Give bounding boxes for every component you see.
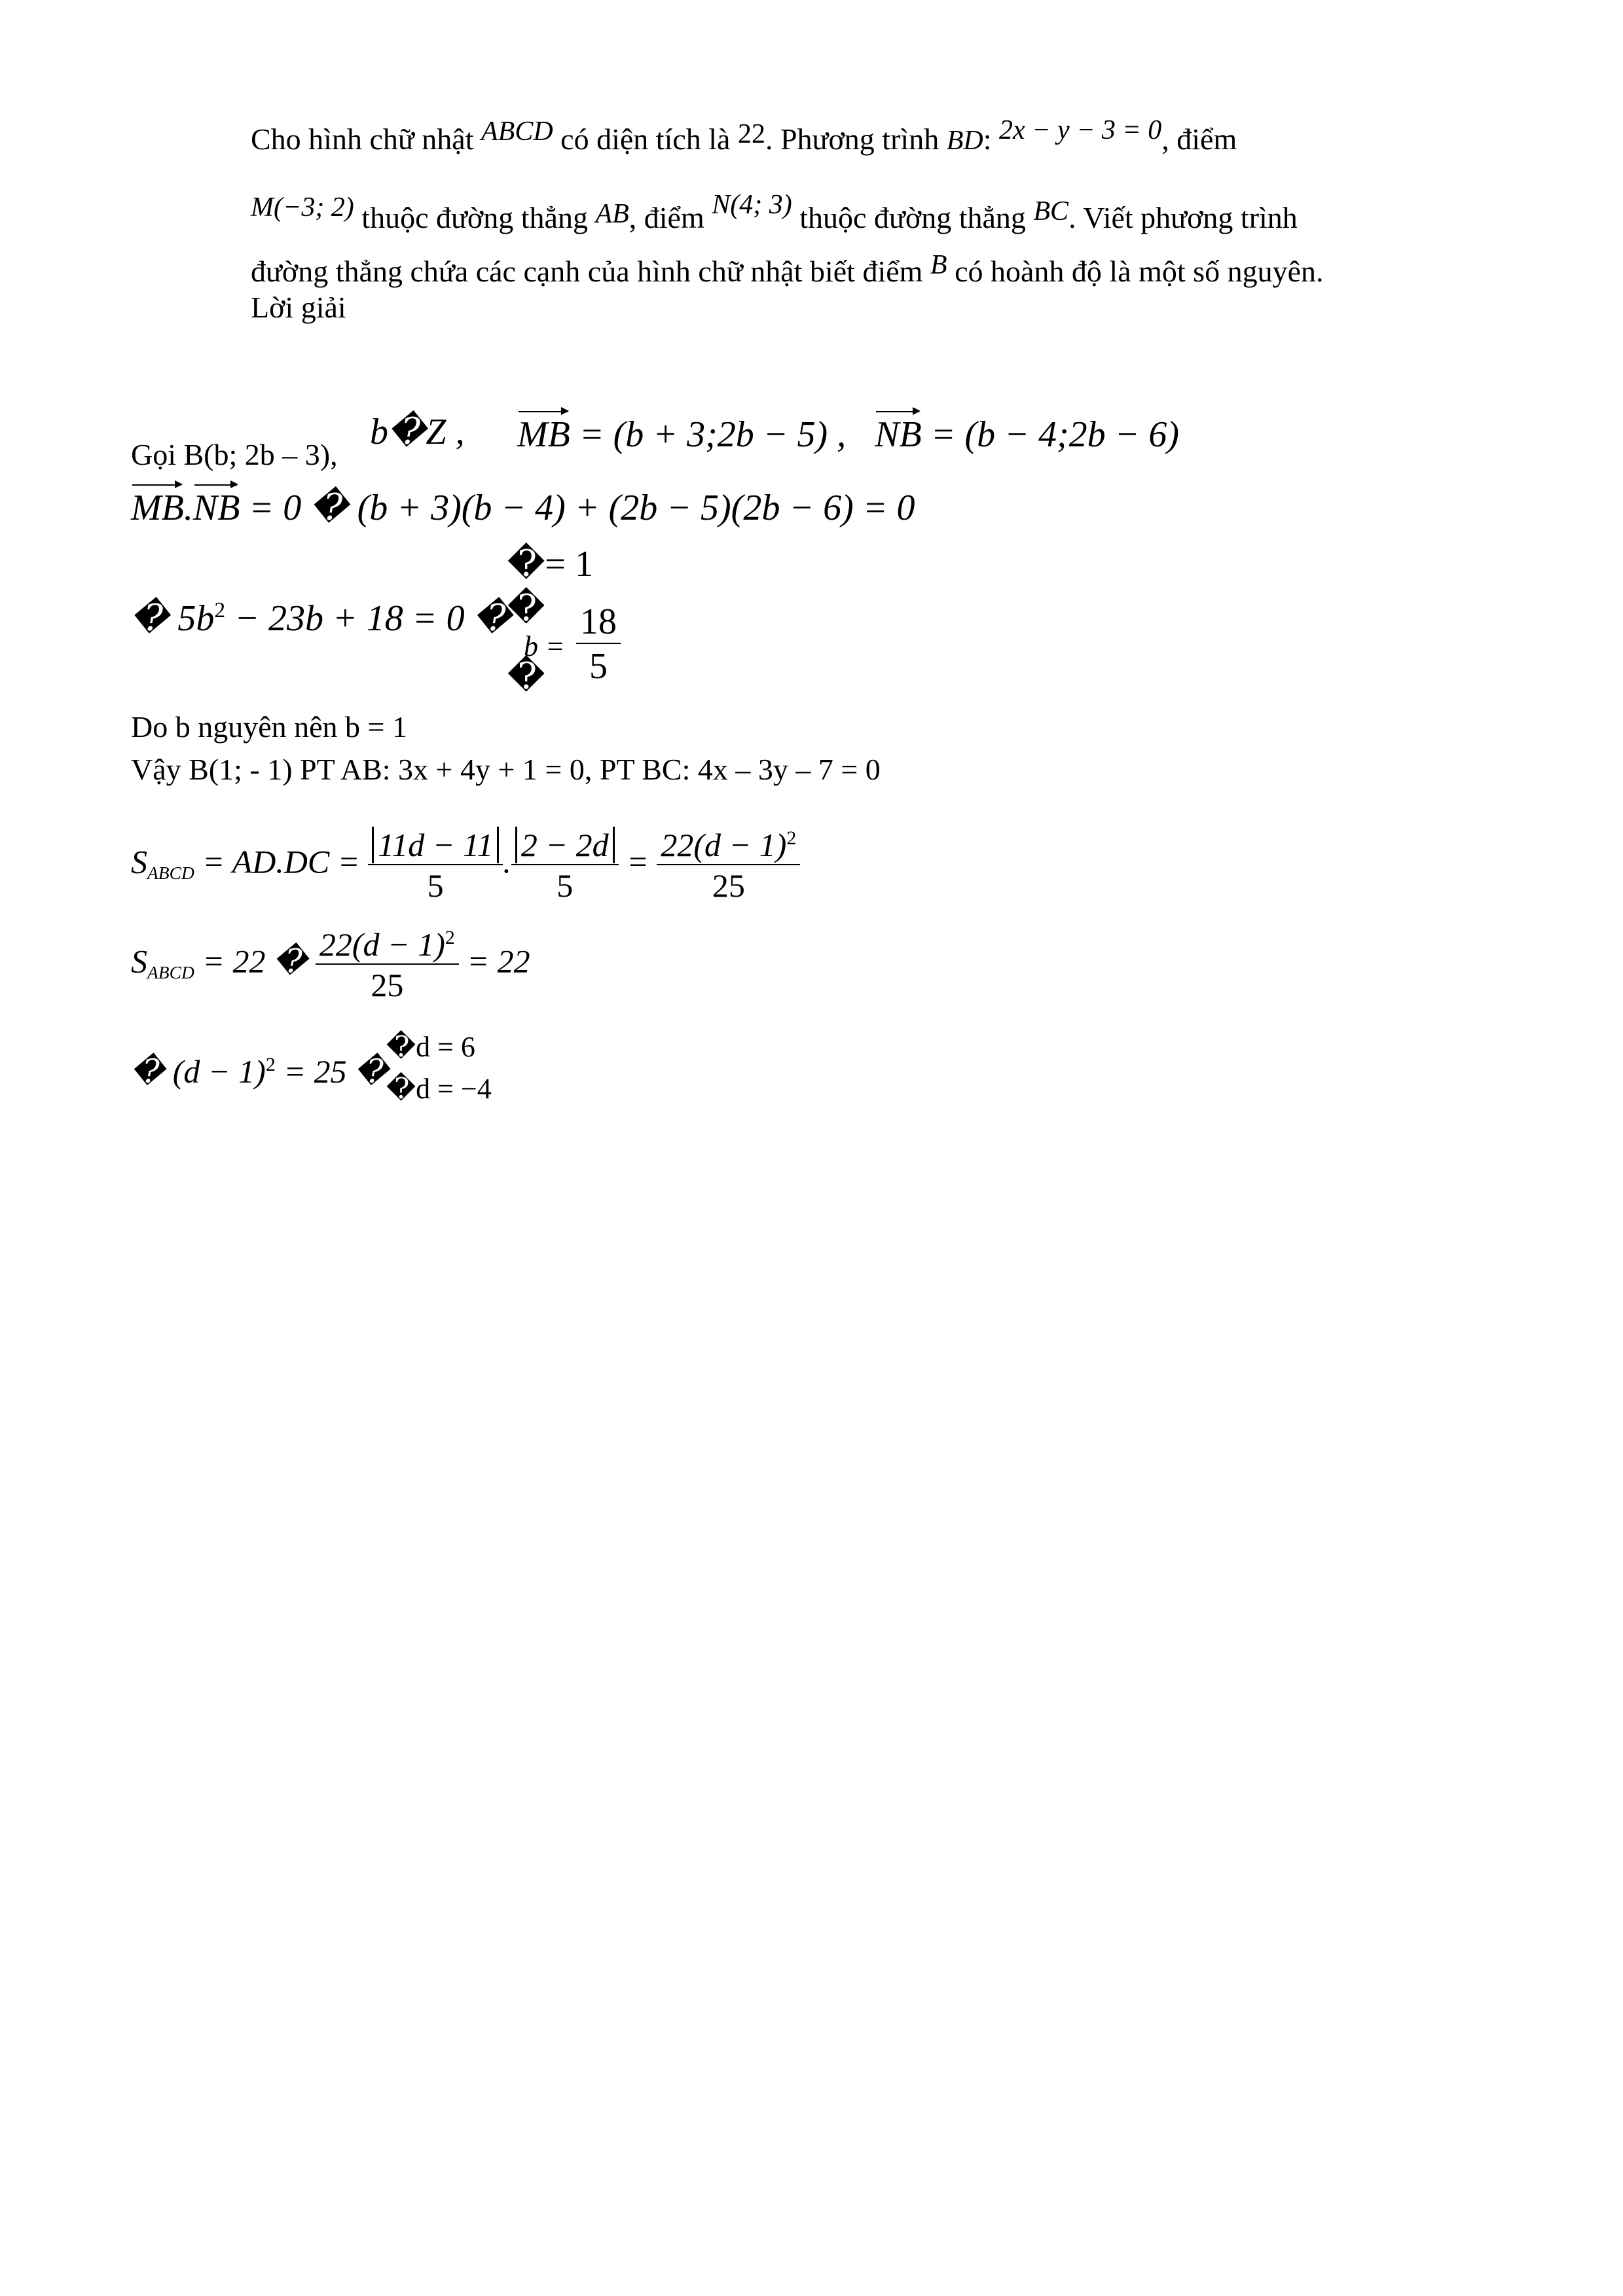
case-2-eq: b = — [524, 630, 565, 662]
vector-nb: NB — [192, 488, 240, 528]
fraction-denominator: 5 — [556, 867, 574, 904]
solution-line-2 — [131, 490, 915, 526]
solution-line-4: Do b nguyên nên b = 1 — [131, 710, 407, 744]
solution-line-1-math — [370, 414, 465, 450]
math-bc: BC — [1033, 196, 1069, 226]
fraction-numerator: 22(d − 1) — [319, 926, 445, 963]
math-area: 22 — [737, 119, 765, 149]
text: Cho hình chữ nhật — [251, 122, 474, 156]
square-rest: = 25 � — [283, 1053, 389, 1090]
math-point-n: N(4; 3) — [712, 190, 792, 220]
math-abcd: ABCD — [481, 117, 553, 147]
fraction-numerator: 11d − 11 — [372, 827, 499, 863]
case-brace-mid: � — [507, 588, 545, 629]
math-ab: AB — [595, 199, 629, 229]
text: . Viết phương trình — [1068, 201, 1298, 234]
vector-mb: MB — [517, 414, 570, 455]
text: thuộc đường thẳng — [361, 201, 588, 234]
text: , điểm — [629, 201, 704, 234]
case-2-fraction — [576, 603, 621, 685]
equals-22: = 22 — [467, 942, 530, 980]
math-point-m: M(−3; 2) — [251, 192, 354, 223]
exponent: 2 — [786, 827, 797, 849]
text: thuộc đường thẳng — [799, 201, 1026, 234]
fraction-numerator: 18 — [576, 603, 621, 644]
fraction-denominator: 5 — [427, 867, 444, 904]
text: . Phương trình — [765, 122, 939, 156]
fraction-numerator: 22(d − 1) — [661, 827, 787, 863]
solution-heading: Lời giải — [251, 291, 346, 324]
area-symbol: S — [131, 942, 147, 980]
text: Gọi B(b; 2b – 3), — [131, 438, 338, 471]
text: có diện tích là — [560, 122, 731, 156]
fraction-denominator: 5 — [589, 646, 608, 687]
exponent: 2 — [214, 598, 226, 622]
dot: . — [183, 488, 193, 528]
text: đường thẳng chứa các cạnh của hình chữ nhật biết điểm — [251, 255, 923, 288]
solution-line-6 — [131, 829, 800, 902]
text: , điểm — [1161, 122, 1237, 156]
math-b: B — [930, 250, 947, 280]
fraction-denominator: 25 — [371, 967, 404, 1003]
text: có hoành độ là một số nguyên. — [955, 255, 1324, 288]
solution-line-3 — [131, 600, 511, 637]
dot-product-equation: = 0 � (b + 3)(b − 4) + (2b − 5)(2b − 6) = 0 — [249, 488, 915, 528]
case-2-brace: � — [507, 656, 545, 697]
area-subscript: ABCD — [147, 962, 194, 983]
solution-line-1-vectors — [517, 416, 1179, 453]
text: : — [983, 122, 992, 156]
solution-line-8 — [131, 1055, 388, 1088]
solution-line-5: Vậy B(1; - 1) PT AB: 3x + 4y + 1 = 0, PT BC: 4x – 3y – 7 = 0 — [131, 753, 881, 786]
quadratic-lhs: � 5b — [131, 598, 215, 639]
fraction-denominator: 25 — [712, 867, 745, 904]
case-1: �= 1 — [507, 544, 594, 584]
exponent: 2 — [265, 1054, 276, 1075]
area-symbol: S — [131, 843, 147, 880]
dot: . — [503, 843, 511, 880]
math-b-integer: b�Z , — [370, 412, 465, 452]
case-d-2: �d = −4 — [386, 1073, 492, 1105]
fraction-numerator: 2 − 2d — [515, 827, 615, 863]
vector-mb-value: = (b + 3;2b − 5) , — [579, 414, 847, 455]
solution-line-1 — [131, 440, 338, 470]
vector-mb: MB — [131, 488, 184, 528]
problem-line-1 — [251, 115, 1237, 156]
area-equals: = AD.DC = — [202, 843, 360, 880]
problem-line-2 — [251, 190, 1298, 234]
area-subscript: ABCD — [147, 863, 194, 884]
case-d-1: �d = 6 — [386, 1031, 475, 1063]
math-bd-equation: 2x − y − 3 = 0 — [998, 115, 1162, 145]
square-lhs: � (d − 1) — [131, 1053, 266, 1090]
vector-nb: NB — [875, 414, 922, 455]
quadratic-rest: − 23b + 18 = 0 � — [234, 598, 512, 639]
exponent: 2 — [445, 927, 455, 948]
math-bd: BD — [946, 126, 983, 156]
area-equals: = 22 � — [202, 942, 308, 980]
equals: = — [627, 843, 649, 880]
problem-line-3 — [251, 250, 1324, 288]
solution-line-7 — [131, 928, 530, 1001]
vector-nb-value: = (b − 4;2b − 6) — [930, 414, 1180, 455]
